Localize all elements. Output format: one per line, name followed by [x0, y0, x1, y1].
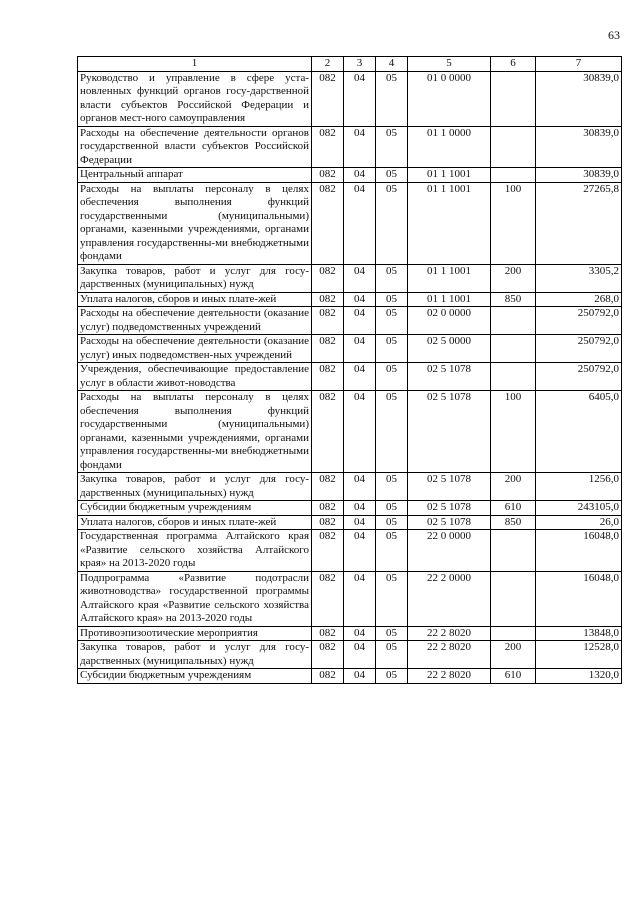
row-name-cell: Центральный аппарат	[78, 168, 312, 183]
table-row	[78, 182, 622, 264]
row-subsection-cell: 05	[376, 182, 408, 264]
row-name-cell: Руководство и управление в сфере уста-новленных функций органов госу-дарственной власти субъектов Российской Федерации и органов мест-ного самоуправления	[78, 71, 312, 126]
row-type-cell: 610	[491, 501, 536, 516]
row-section-cell: 04	[344, 669, 376, 684]
row-amount-cell: 6405,0	[536, 391, 622, 473]
row-section-cell: 04	[344, 71, 376, 126]
row-amount-cell: 30839,0	[536, 126, 622, 168]
row-subsection-cell: 05	[376, 292, 408, 307]
table-row	[78, 473, 622, 501]
row-subsection-cell: 05	[376, 669, 408, 684]
row-type-cell: 100	[491, 391, 536, 473]
row-name-cell: Расходы на обеспечение деятельности (оказание услуг) иных подведомствен-ных учреждений	[78, 335, 312, 363]
row-target-cell: 22 0 0000	[408, 530, 491, 572]
row-section-cell: 04	[344, 571, 376, 626]
row-subsection-cell: 05	[376, 335, 408, 363]
table-row	[78, 571, 622, 626]
row-type-cell	[491, 335, 536, 363]
row-type-cell	[491, 571, 536, 626]
row-name-cell: Учреждения, обеспечивающие предоставление услуг в области живот-новодства	[78, 363, 312, 391]
row-target-cell: 22 2 8020	[408, 641, 491, 669]
row-subsection-cell: 05	[376, 515, 408, 530]
row-subsection-cell: 05	[376, 641, 408, 669]
row-name-cell: Уплата налогов, сборов и иных плате-жей	[78, 292, 312, 307]
row-section-cell: 04	[344, 307, 376, 335]
row-code-cell: 082	[312, 168, 344, 183]
row-target-cell: 02 0 0000	[408, 307, 491, 335]
row-section-cell: 04	[344, 182, 376, 264]
row-amount-cell: 243105,0	[536, 501, 622, 516]
row-amount-cell: 250792,0	[536, 307, 622, 335]
row-name-cell: Расходы на выплаты персоналу в целях обеспечения выполнения функций государственными (муниципальными) органами, казенными учреждениями, органами управления государственны-ми внебюджетными фондами	[78, 391, 312, 473]
row-subsection-cell: 05	[376, 571, 408, 626]
table-row	[78, 168, 622, 183]
row-subsection-cell: 05	[376, 391, 408, 473]
row-type-cell	[491, 530, 536, 572]
row-code-cell: 082	[312, 626, 344, 641]
column-header: 6	[491, 57, 536, 72]
row-target-cell: 02 5 1078	[408, 501, 491, 516]
row-type-cell: 200	[491, 473, 536, 501]
row-code-cell: 082	[312, 391, 344, 473]
row-subsection-cell: 05	[376, 626, 408, 641]
table-row	[78, 641, 622, 669]
row-subsection-cell: 05	[376, 473, 408, 501]
row-name-cell: Закупка товаров, работ и услуг для госу-дарственных (муниципальных) нужд	[78, 473, 312, 501]
row-type-cell: 610	[491, 669, 536, 684]
row-section-cell: 04	[344, 391, 376, 473]
row-amount-cell: 27265,8	[536, 182, 622, 264]
row-target-cell: 01 1 1001	[408, 264, 491, 292]
row-type-cell	[491, 126, 536, 168]
row-code-cell: 082	[312, 530, 344, 572]
table-row	[78, 307, 622, 335]
row-name-cell: Субсидии бюджетным учреждениям	[78, 501, 312, 516]
row-code-cell: 082	[312, 363, 344, 391]
row-target-cell: 01 1 1001	[408, 168, 491, 183]
row-code-cell: 082	[312, 335, 344, 363]
table-row	[78, 292, 622, 307]
row-section-cell: 04	[344, 626, 376, 641]
row-code-cell: 082	[312, 669, 344, 684]
row-code-cell: 082	[312, 264, 344, 292]
column-header: 5	[408, 57, 491, 72]
row-target-cell: 02 5 1078	[408, 363, 491, 391]
row-section-cell: 04	[344, 473, 376, 501]
row-target-cell: 01 0 0000	[408, 71, 491, 126]
row-type-cell	[491, 168, 536, 183]
row-type-cell: 200	[491, 641, 536, 669]
row-section-cell: 04	[344, 335, 376, 363]
page-number: 63	[608, 28, 620, 42]
row-code-cell: 082	[312, 571, 344, 626]
row-code-cell: 082	[312, 473, 344, 501]
table-row	[78, 391, 622, 473]
row-amount-cell: 250792,0	[536, 335, 622, 363]
row-target-cell: 22 2 8020	[408, 669, 491, 684]
row-type-cell	[491, 307, 536, 335]
row-section-cell: 04	[344, 168, 376, 183]
column-header: 4	[376, 57, 408, 72]
row-amount-cell: 13848,0	[536, 626, 622, 641]
row-target-cell: 22 2 0000	[408, 571, 491, 626]
row-type-cell: 200	[491, 264, 536, 292]
table-header-row	[78, 57, 622, 72]
row-code-cell: 082	[312, 71, 344, 126]
row-target-cell: 22 2 8020	[408, 626, 491, 641]
row-code-cell: 082	[312, 182, 344, 264]
row-target-cell: 01 1 0000	[408, 126, 491, 168]
row-subsection-cell: 05	[376, 530, 408, 572]
row-type-cell	[491, 71, 536, 126]
table-row	[78, 71, 622, 126]
row-subsection-cell: 05	[376, 71, 408, 126]
row-name-cell: Субсидии бюджетным учреждениям	[78, 669, 312, 684]
row-amount-cell: 26,0	[536, 515, 622, 530]
table-body	[78, 71, 622, 683]
row-amount-cell: 1320,0	[536, 669, 622, 684]
row-name-cell: Расходы на обеспечение деятельности органов государственной власти субъектов Российской Федерации	[78, 126, 312, 168]
row-code-cell: 082	[312, 292, 344, 307]
row-target-cell: 02 5 1078	[408, 515, 491, 530]
row-section-cell: 04	[344, 515, 376, 530]
row-amount-cell: 250792,0	[536, 363, 622, 391]
row-name-cell: Уплата налогов, сборов и иных плате-жей	[78, 515, 312, 530]
row-section-cell: 04	[344, 363, 376, 391]
row-section-cell: 04	[344, 641, 376, 669]
row-target-cell: 02 5 1078	[408, 473, 491, 501]
column-header: 3	[344, 57, 376, 72]
row-type-cell	[491, 363, 536, 391]
row-target-cell: 01 1 1001	[408, 292, 491, 307]
row-subsection-cell: 05	[376, 363, 408, 391]
row-section-cell: 04	[344, 530, 376, 572]
row-type-cell: 850	[491, 292, 536, 307]
table-row	[78, 669, 622, 684]
row-section-cell: 04	[344, 501, 376, 516]
row-amount-cell: 268,0	[536, 292, 622, 307]
column-header: 7	[536, 57, 622, 72]
row-type-cell: 100	[491, 182, 536, 264]
row-subsection-cell: 05	[376, 126, 408, 168]
row-name-cell: Расходы на выплаты персоналу в целях обеспечения выполнения функций государственными (муниципальными) органами, казенными учреждениями, органами управления государственны-ми внебюджетными фондами	[78, 182, 312, 264]
table-row	[78, 264, 622, 292]
row-amount-cell: 30839,0	[536, 168, 622, 183]
row-amount-cell: 30839,0	[536, 71, 622, 126]
table-row	[78, 515, 622, 530]
row-code-cell: 082	[312, 307, 344, 335]
column-header: 2	[312, 57, 344, 72]
row-type-cell	[491, 626, 536, 641]
row-section-cell: 04	[344, 264, 376, 292]
row-subsection-cell: 05	[376, 307, 408, 335]
row-type-cell: 850	[491, 515, 536, 530]
row-subsection-cell: 05	[376, 501, 408, 516]
table-row	[78, 363, 622, 391]
row-amount-cell: 16048,0	[536, 530, 622, 572]
row-name-cell: Закупка товаров, работ и услуг для госу-дарственных (муниципальных) нужд	[78, 264, 312, 292]
column-header: 1	[78, 57, 312, 72]
row-section-cell: 04	[344, 126, 376, 168]
row-code-cell: 082	[312, 515, 344, 530]
row-code-cell: 082	[312, 126, 344, 168]
row-subsection-cell: 05	[376, 168, 408, 183]
row-amount-cell: 1256,0	[536, 473, 622, 501]
row-name-cell: Государственная программа Алтайского края «Развитие сельского хозяйства Алтайского края» на 2013-2020 годы	[78, 530, 312, 572]
row-code-cell: 082	[312, 501, 344, 516]
table-row	[78, 501, 622, 516]
row-target-cell: 02 5 1078	[408, 391, 491, 473]
row-amount-cell: 3305,2	[536, 264, 622, 292]
row-name-cell: Противоэпизоотические мероприятия	[78, 626, 312, 641]
table-row	[78, 530, 622, 572]
row-target-cell: 02 5 0000	[408, 335, 491, 363]
table-row	[78, 335, 622, 363]
row-subsection-cell: 05	[376, 264, 408, 292]
row-name-cell: Закупка товаров, работ и услуг для госу-дарственных (муниципальных) нужд	[78, 641, 312, 669]
row-name-cell: Подпрограмма «Развитие подотрасли животноводства» государственной программы Алтайского края «Развитие сельского хозяйства Алтайского края» на 2013-2020 годы	[78, 571, 312, 626]
table-row	[78, 626, 622, 641]
row-amount-cell: 16048,0	[536, 571, 622, 626]
table-row	[78, 126, 622, 168]
row-section-cell: 04	[344, 292, 376, 307]
row-target-cell: 01 1 1001	[408, 182, 491, 264]
row-name-cell: Расходы на обеспечение деятельности (оказание услуг) подведомственных учреждений	[78, 307, 312, 335]
budget-table	[77, 56, 622, 684]
row-amount-cell: 12528,0	[536, 641, 622, 669]
row-code-cell: 082	[312, 641, 344, 669]
